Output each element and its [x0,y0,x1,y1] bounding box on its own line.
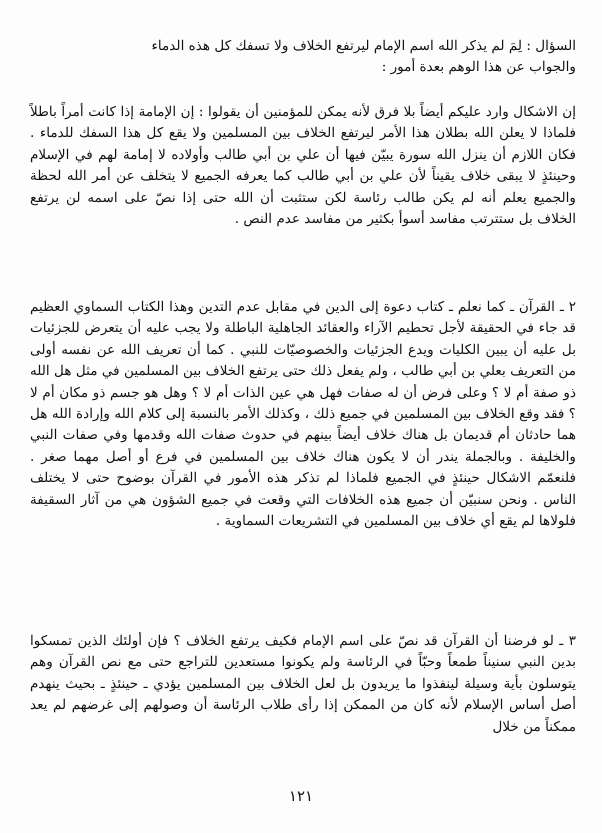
page-number: ١٢١ [288,787,314,805]
question-line: السؤال : لِمَ لم يذكر الله اسم الإمام ليرتفع الخلاف ولا تسفك كل هذه الدماء [151,38,576,54]
question-block [30,36,576,79]
paragraph-2-text: ٢ ـ القرآن ـ كما نعلم ـ كتاب دعوة إلى الدين في مقابل عدم التدين وهذا الكتاب السماوي العظيم قد جاء في الحقيقة لأجل تحطيم الآراء والعقائد الجاهلية الباطلة ولا يجب عليه أن يتعرض للجزئيات بل عليه أن يبين الكليات ويدع الجزئيات والخصوصيّات للنبي . كما أن تعريف الله عن نفسه أولى من التعريف بعلي بن أبي طالب ، ولم يفعل ذلك حتى يرتفع الخلاف بين المسلمين في مثل هل الله ذو صفة أم لا ؟ وعلى فرض أن له صفات فهل هي عين الذات أم لا ؟ وهل هو جسم ذو مكان أم لا ؟ فقد وقع الخلاف بين المسلمين في جميع ذلك ، وكذلك الأمر بالنسبة إلى كلام الله وإرادة الله هل هما حادثان أم قديمان بل هناك خلاف أيضاً بينهم في حدوث صفات الله وقدمها وفي صفات النبي والخليفة . وبالجملة يندر أن لا يكون هناك خلاف بين المسلمين في فرع أو أصل مهما صغر . فلنعمّم الاشكال حينئذٍ في الجميع فلماذا لم تذكر هذه الأمور في القرآن بوضوح حتى لا يختلف الناس . ونحن سنبيّن أن جميع هذه الخلافات التي وقعت في جميع الشؤون هي من آثار السقيفة فلولاها لم يقع أي خلاف بين المسلمين في التشريعات السماوية . [30,299,576,530]
answer-intro-line: والجواب عن هذا الوهم بعدة أمور : [381,59,576,76]
paragraph-1-text: إن الاشكال وارد عليكم أيضاً بلا فرق لأنه يمكن للمؤمنين أن يقولوا : إن الإمامة إذا كانت أمراً باطلاً فلماذا لا يعلن الله بطلان هذا الأمر ليرتفع الخلاف بين المسلمين ولا يقع كل هذا السفك للدماء . فكان اللازم أن ينزل الله سورة يبيّن فيها أن علي بن أبي طالب وأولاده لا إمامة لهم في الإسلام وحينئذٍ لا يبقى خلاف يقيناً لأن علي بن أبي طالب كما يعرفه الجميع لا يتخلف عن أمر الله لحظة والجميع يعلم أنه لم يكن طالب رئاسة لكن ستثبت أن الله حتى إذا نصّ على اسمه لن يرتفع الخلاف بل ستترتب مفاسد أسوأ بكثير من مفاسد عدم النص . [30,104,576,228]
paragraph-3-text: ٣ ـ لو فرضنا أن القرآن قد نصّ على اسم الإمام فكيف يرتفع الخلاف ؟ فإن أولئك الذين تمسكوا بدين النبي سنيناً طمعاً وحبّاً في الرئاسة ولم يكونوا مستعدين للتراجع حتى مع نص القرآن وهم يتوسلون بأية وسيلة لينفذوا ما يريدون بل لعل الخلاف بين المسلمين يؤدي ـ حينئذٍ ـ بحيث ينهدم أصل أساس الإسلام لأنه كان من الممكن إذا رأى طلاب الرئاسة أن وصولهم إلى غرضهم لم يعد ممكناً من خلال [30,633,576,735]
paragraph-1 [30,102,576,230]
paragraph-3 [30,631,576,738]
paragraph-2 [30,297,576,532]
